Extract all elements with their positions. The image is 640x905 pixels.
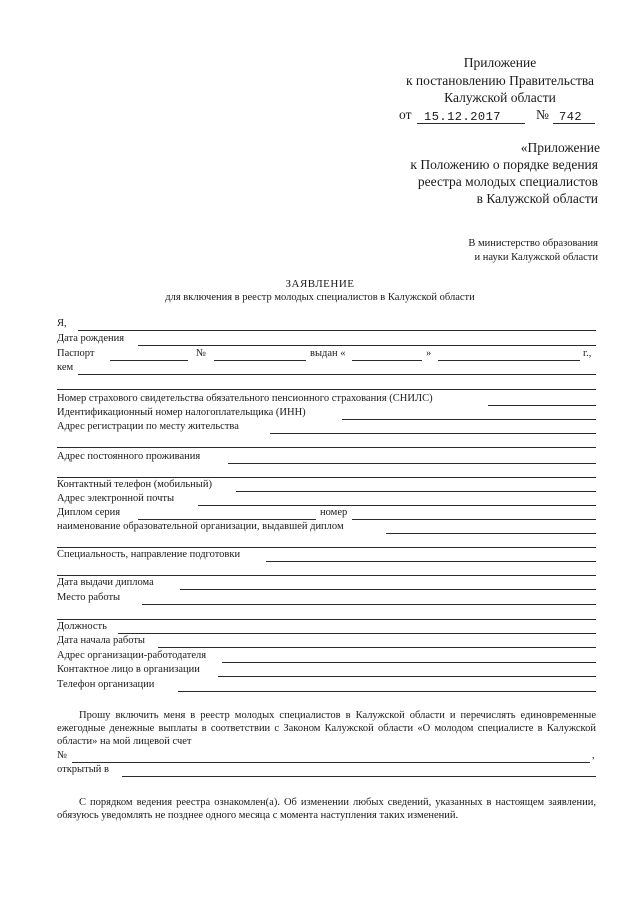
label-contact-person: Контактное лицо в организации — [57, 664, 200, 675]
acknowledgment-text: С порядком ведения реестра ознакомлен(а). Об изменении любых сведений, указанных в настоящем заявлении, обязуюсь уведомлять не позднее одного месяца с момента наступления таких изменений. — [57, 797, 596, 821]
label-opened-in: открытый в — [57, 764, 109, 775]
name-field[interactable] — [78, 330, 596, 331]
issued-month-year-field[interactable] — [438, 360, 580, 361]
decree-date-underline — [417, 123, 525, 124]
appendix-line-2: к постановлению Правительства — [405, 73, 595, 88]
label-diploma-date: Дата выдачи диплома — [57, 577, 154, 588]
account-field[interactable] — [72, 762, 590, 763]
appendix2-line-2: к Положению о порядке ведения — [410, 157, 598, 172]
addressee-line-1: В министерство образования — [468, 238, 598, 249]
decree-number-underline — [553, 123, 595, 124]
request-text: Прошу включить меня в реестр молодых специалистов в Калужской области и перечислять единовременные ежегодные денежные выплаты в соответствии с Законом Калужской области «О молодом специалисте в Калужской области» на мой лицевой счет — [57, 710, 596, 747]
reg-address-field-2[interactable] — [57, 447, 596, 448]
number-sign: № — [536, 107, 549, 122]
decree-date: 15.12.2017 — [424, 110, 502, 124]
issued-by-field-2[interactable] — [57, 389, 596, 390]
label-reg-address: Адрес регистрации по месту жительства — [57, 421, 239, 432]
label-res-address: Адрес постоянного проживания — [57, 451, 201, 462]
label-account-sign: № — [57, 750, 68, 761]
addressee-line-2: и науки Калужской области — [474, 252, 598, 263]
passport-number-field[interactable] — [214, 360, 306, 361]
specialty-field-2[interactable] — [57, 575, 596, 576]
label-issued-close: » — [426, 348, 432, 359]
form-title: ЗАЯВЛЕНИЕ — [285, 278, 355, 290]
label-snils: Номер страхового свидетельства обязательного пенсионного страхования (СНИЛС) — [57, 393, 433, 404]
issued-day-field[interactable] — [352, 360, 422, 361]
appendix-line-3: Калужской области — [444, 90, 556, 105]
diploma-number-field[interactable] — [352, 519, 596, 520]
label-specialty: Специальность, направление подготовки — [57, 549, 241, 560]
label-email: Адрес электронной почты — [57, 493, 175, 504]
label-diploma-number: номер — [320, 507, 348, 518]
label-birth-date: Дата рождения — [57, 333, 125, 344]
email-field[interactable] — [198, 505, 596, 506]
edu-org-field-2[interactable] — [57, 547, 596, 548]
reg-address-field[interactable] — [270, 433, 596, 434]
label-passport: Паспорт — [57, 348, 95, 359]
birth-date-field[interactable] — [138, 345, 596, 346]
appendix2-line-4: в Калужской области — [476, 191, 598, 206]
edu-org-field[interactable] — [386, 533, 596, 534]
label-phone: Контактный телефон (мобильный) — [57, 479, 212, 490]
label-i: Я, — [57, 318, 67, 329]
label-employer-address: Адрес организации-работодателя — [57, 650, 207, 661]
passport-series-field[interactable] — [110, 360, 188, 361]
label-org-phone: Телефон организации — [57, 679, 155, 690]
inn-field[interactable] — [342, 419, 596, 420]
res-address-field[interactable] — [228, 463, 596, 464]
request-paragraph — [57, 709, 596, 748]
label-issued: выдан « — [310, 348, 346, 359]
label-by-whom: кем — [57, 362, 74, 373]
diploma-date-field[interactable] — [180, 589, 596, 590]
org-phone-field[interactable] — [178, 691, 596, 692]
contact-person-field[interactable] — [218, 676, 596, 677]
date-prefix: от — [399, 107, 412, 122]
acknowledgment-paragraph — [57, 796, 596, 822]
label-passport-no: № — [196, 348, 207, 359]
appendix-line-1: Приложение — [463, 55, 537, 70]
label-work-start: Дата начала работы — [57, 635, 145, 646]
issued-by-field[interactable] — [78, 374, 596, 375]
employer-address-field[interactable] — [222, 662, 596, 663]
snils-field[interactable] — [488, 405, 596, 406]
account-comma: , — [592, 750, 595, 761]
form-subtitle: для включения в реестр молодых специалистов в Калужской области — [165, 292, 475, 303]
bank-field[interactable] — [122, 776, 596, 777]
decree-number: 742 — [559, 110, 583, 124]
label-edu-org: наименование образовательной организации, выдавшей диплом — [57, 521, 344, 532]
label-diploma-series: Диплом серия — [57, 507, 121, 518]
label-position: Должность — [57, 621, 107, 632]
position-field[interactable] — [118, 633, 596, 634]
work-start-field[interactable] — [158, 647, 596, 648]
appendix2-line-1: «Приложение — [520, 140, 600, 155]
specialty-field[interactable] — [266, 561, 596, 562]
label-workplace: Место работы — [57, 592, 121, 603]
workplace-field-2[interactable] — [57, 619, 596, 620]
appendix2-line-3: реестра молодых специалистов — [417, 174, 598, 189]
res-address-field-2[interactable] — [57, 477, 596, 478]
diploma-series-field[interactable] — [138, 519, 316, 520]
label-year-suffix: г., — [583, 348, 592, 359]
phone-field[interactable] — [236, 491, 596, 492]
workplace-field[interactable] — [142, 604, 596, 605]
label-inn: Идентификационный номер налогоплательщика (ИНН) — [57, 407, 306, 418]
